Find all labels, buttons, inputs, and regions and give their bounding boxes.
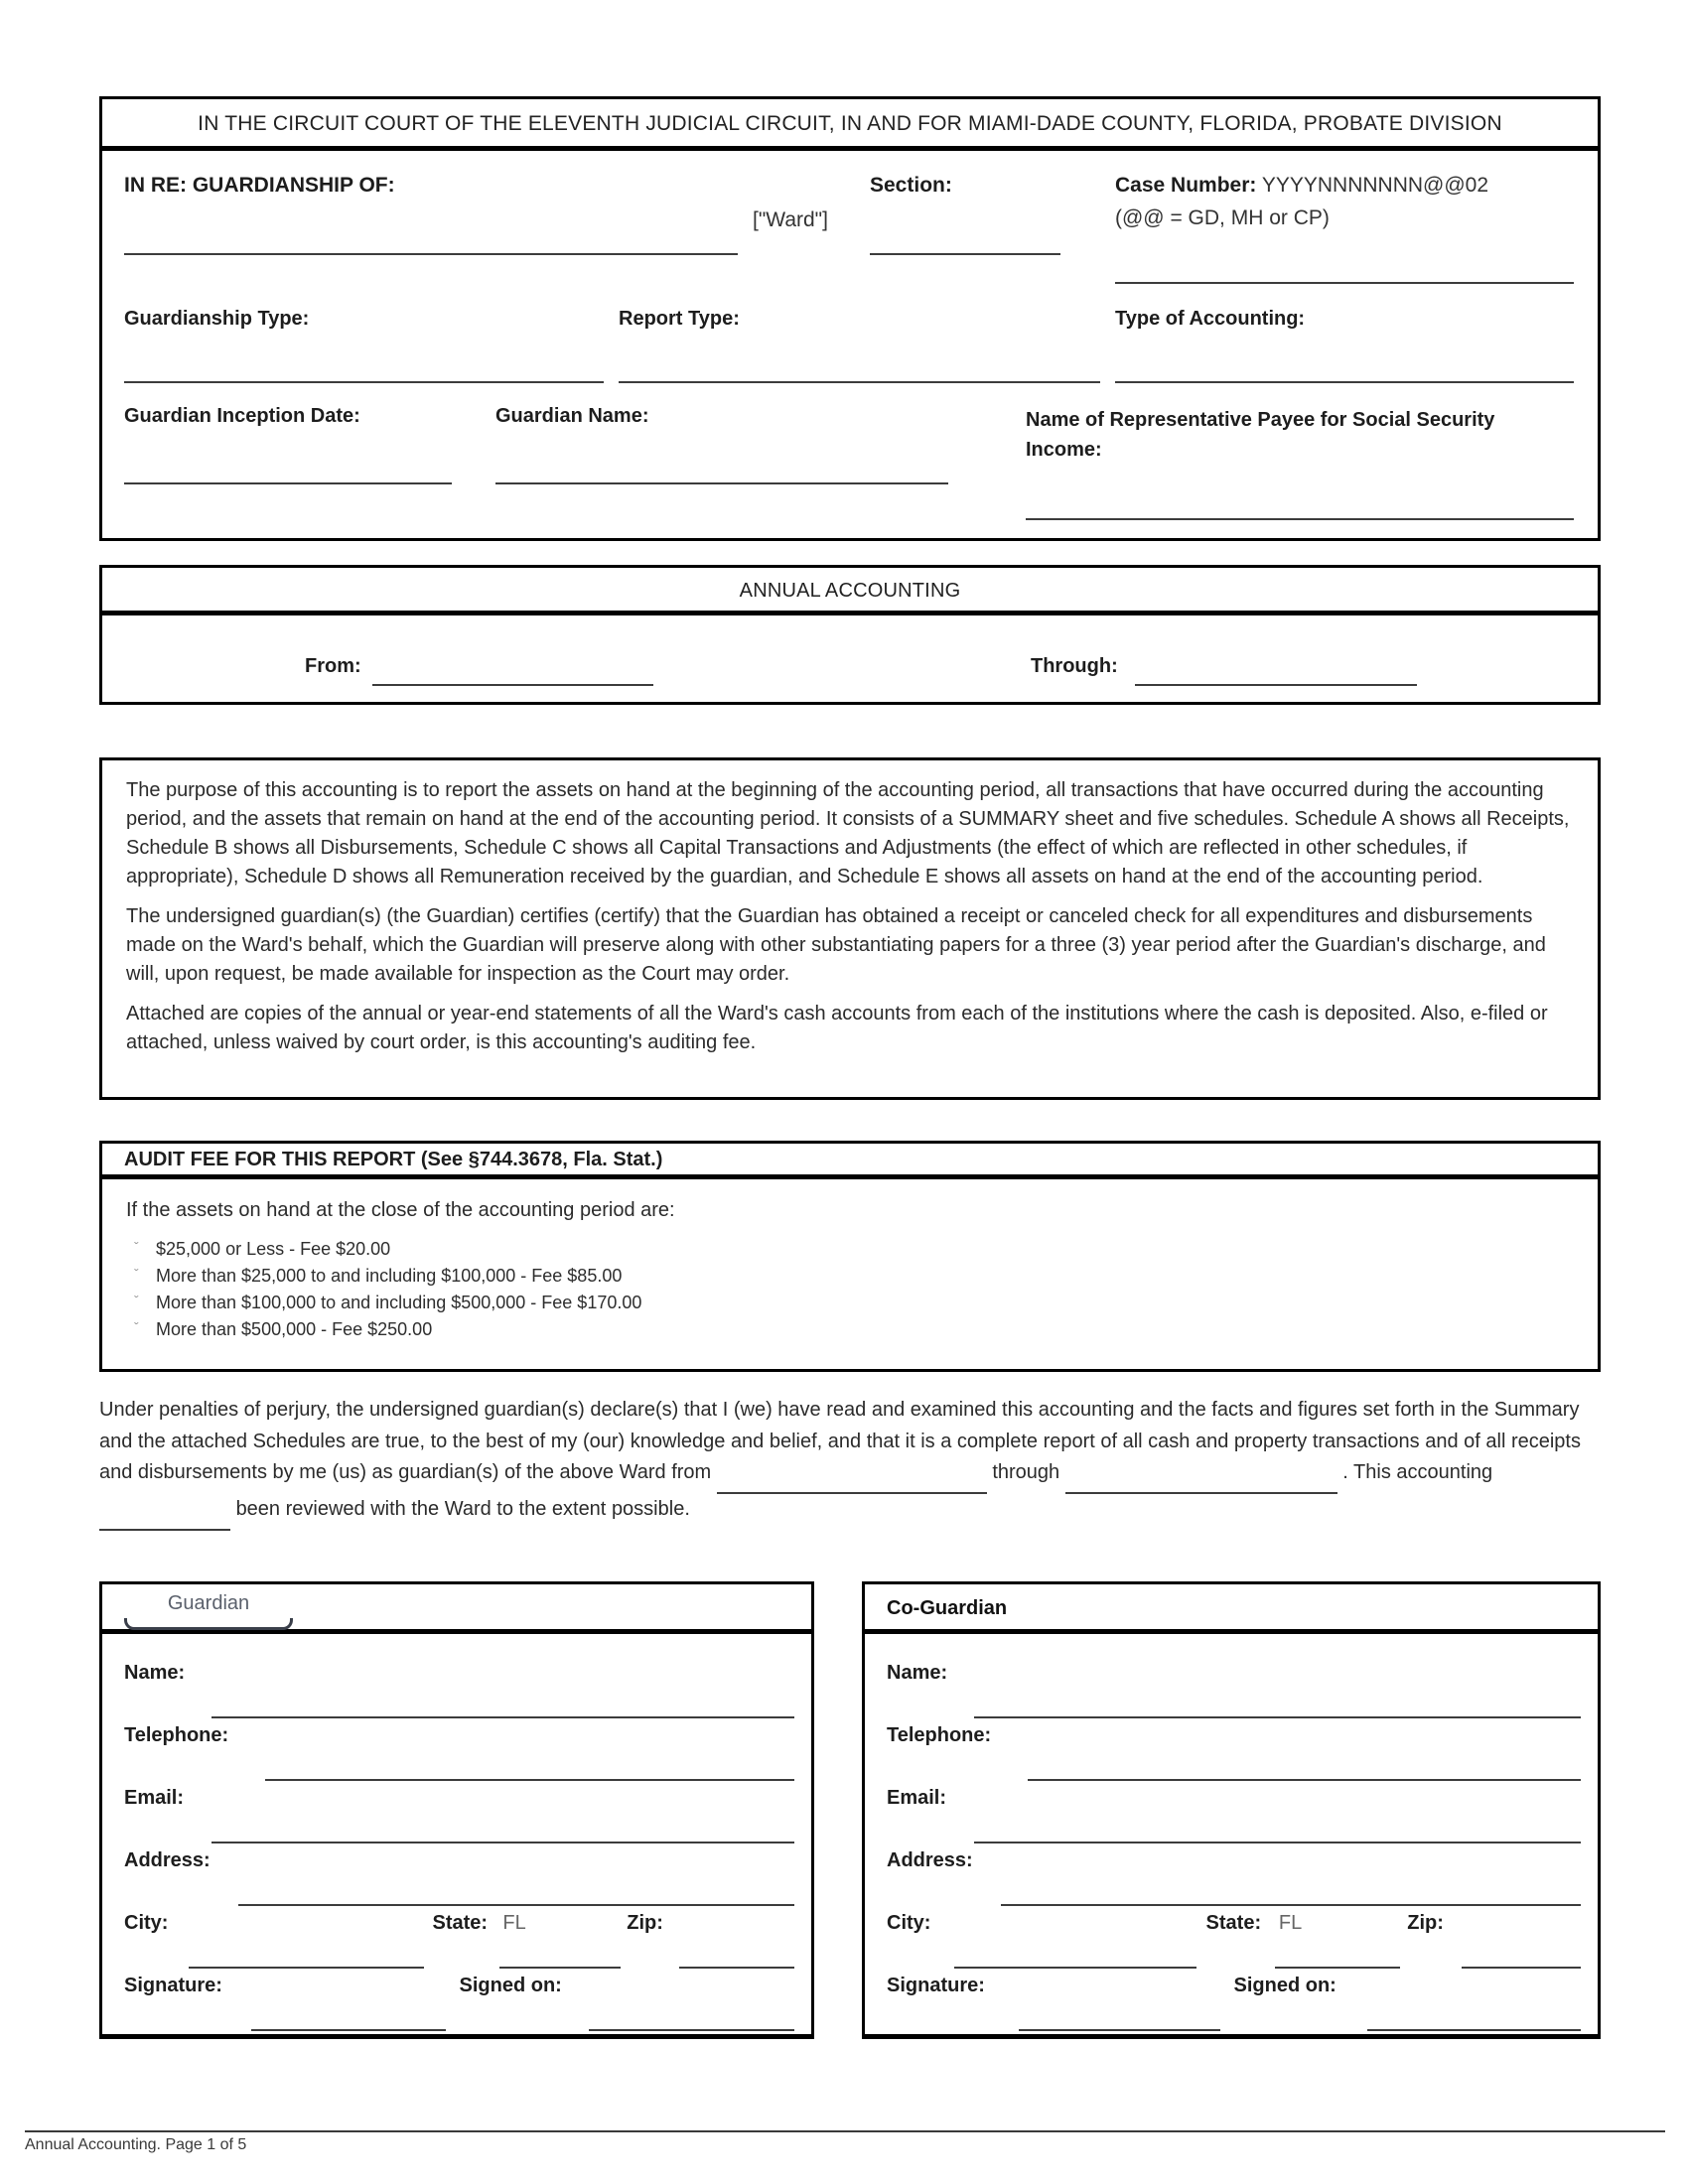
case-caption-box [99,96,1601,541]
guardian-name-input[interactable] [211,1716,794,1718]
case-number-row [1115,174,1488,198]
purpose-paragraph-1: The purpose of this accounting is to report the assets on hand at the beginning of the accounting period, all transactions that have occurred during the accounting period, and the assets that remain on hand at the end of the accounting period. It consists of a SUMMARY sheet and five schedules. Schedule A shows all Receipts, Schedule B shows all Disbursements, Schedule C shows all Capital Transactions and Adjustments (the effect of which are reflected in other schedules, if appropriate), Schedule D shows all Remuneration received by the guardian, and Schedule E shows all assets on hand at the end of the accounting period. [126,779,1570,887]
declaration-after-text: been reviewed with the Ward to the extent [235,1498,607,1520]
co-guardian-address-input[interactable] [1001,1904,1581,1906]
from-label: From: [305,655,361,677]
declaration-text: Under penalties of perjury, the undersigned guardian(s) declare(s) that I (we) have read and examined this accounting and the facts and figures set forth in the Summary and the attached Schedules are true, to the best of my (our) knowledge and belief, and that it is a complete report of all cash and property transactions and of all receipts and disbursements by me (us) as guardian(s) of the above Ward from [99,1399,1581,1483]
email-label: Email: [887,1787,947,1809]
through-date-field[interactable] [1135,684,1417,686]
section-field[interactable] [870,253,1060,255]
rep-payee-field[interactable] [1026,518,1574,520]
ward-name-field[interactable] [124,253,738,255]
signature-label: Signature: [124,1975,222,1996]
audit-fee-intro: If the assets on hand at the close of the accounting period are: [126,1199,675,1221]
name-label: Name: [124,1662,186,1684]
footer-page-label: Annual Accounting. Page 1 of 5 [25,2136,247,2153]
guardian-name-field[interactable] [495,482,948,484]
city-label: City: [124,1912,169,1934]
type-of-accounting-label: Type of Accounting: [1115,308,1306,330]
guardian-telephone-input[interactable] [265,1779,794,1781]
guardian-signed-on-input[interactable] [589,2029,794,2031]
zip-label: Zip: [627,1912,663,1934]
report-type-label: Report Type: [619,308,740,330]
tick-bullet-icon: ˇ [134,1266,139,1282]
declaration-through-date-field[interactable] [1065,1460,1337,1494]
guardian-tab[interactable] [124,1592,293,1628]
state-value: FL [1278,1912,1303,1934]
guardian-title: Guardian [167,1592,250,1614]
co-guardian-signed-on-input[interactable] [1367,2029,1581,2031]
co-guardian-email-input[interactable] [974,1842,1581,1843]
guardian-signature-input[interactable] [251,2029,446,2031]
guardian-inception-date-field[interactable] [124,482,452,484]
audit-fee-list [126,1236,1574,1343]
email-label: Email: [124,1787,185,1809]
perjury-declaration [99,1395,1601,1531]
purpose-paragraph-3: Attached are copies of the annual or year-end statements of all the Ward's cash accounts from each of the institutions where the cash is deposited. Also, e-filed or attached, unless waived by court order, is this accounting's auditing fee. [126,1003,1548,1053]
case-number-format: YYYYNNNNNNN@@02 [1261,174,1489,197]
guardian-city-input[interactable] [189,1967,423,1969]
in-re-guardianship-label: IN RE: GUARDIANSHIP OF: [124,174,395,197]
name-label: Name: [887,1662,948,1684]
co-guardian-zip-input[interactable] [1462,1967,1581,1969]
state-label: State: [432,1912,489,1934]
city-label: City: [887,1912,931,1934]
co-guardian-box [862,1581,1601,2039]
guardianship-type-label: Guardianship Type: [124,308,310,330]
tick-bullet-icon: ˇ [134,1319,139,1335]
declaration-mid-text: . This accounting [1342,1461,1493,1483]
co-guardian-city-input[interactable] [954,1967,1197,1969]
report-type-field[interactable] [619,381,1100,383]
signed-on-label: Signed on: [1233,1975,1336,1996]
guardian-email-input[interactable] [211,1842,794,1843]
tick-bullet-icon: ˇ [134,1293,139,1308]
tab-underline-curve [124,1618,293,1630]
address-label: Address: [124,1849,211,1871]
telephone-label: Telephone: [124,1724,229,1746]
case-number-label: Case Number: [1115,174,1257,197]
audit-fee-item: ˇ More than $100,000 to and including $500,000 - Fee $170.00 [126,1290,1574,1316]
address-label: Address: [887,1849,973,1871]
court-title: IN THE CIRCUIT COURT OF THE ELEVENTH JUDICIAL CIRCUIT, IN AND FOR MIAMI-DADE COUNTY, FLORIDA, PROBATE DIVISION [102,99,1598,151]
guardianship-type-field[interactable] [124,381,604,383]
state-label: State: [1205,1912,1262,1934]
guardian-box [99,1581,814,2039]
section-label: Section: [870,174,952,197]
co-guardian-name-input[interactable] [974,1716,1581,1718]
tick-bullet-icon: ˇ [134,1239,139,1255]
state-value: FL [502,1912,526,1934]
co-guardian-title: Co-Guardian [887,1597,1008,1619]
audit-fee-item: ˇ More than $25,000 to and including $100,000 - Fee $85.00 [126,1263,1574,1290]
audit-fee-item: ˇ More than $500,000 - Fee $250.00 [126,1316,1574,1343]
co-guardian-signature-input[interactable] [1019,2029,1220,2031]
annual-accounting-title: ANNUAL ACCOUNTING [102,568,1598,615]
telephone-label: Telephone: [887,1724,992,1746]
through-label: Through: [1031,655,1118,677]
guardian-zip-input[interactable] [679,1967,794,1969]
audit-fee-item: ˇ $25,000 or Less - Fee $20.00 [126,1236,1574,1263]
guardian-state-input[interactable] [499,1967,621,1969]
declaration-tail-text: possible. [611,1498,690,1520]
audit-fee-title: AUDIT FEE FOR THIS REPORT (See §744.3678, Fla. Stat.) [102,1144,1598,1179]
type-of-accounting-field[interactable] [1115,381,1574,383]
from-date-field[interactable] [372,684,653,686]
guardian-name-label: Guardian Name: [495,405,649,427]
signature-label: Signature: [887,1975,985,1996]
case-number-field[interactable] [1115,282,1574,284]
purpose-box [99,757,1601,1100]
ward-label: ["Ward"] [753,208,828,231]
audit-fee-box [99,1141,1601,1372]
case-number-note: (@@ = GD, MH or CP) [1115,206,1330,229]
declaration-has-field[interactable] [99,1497,230,1531]
footer-divider [25,2130,1665,2132]
signed-on-label: Signed on: [459,1975,562,1996]
annual-accounting-box [99,565,1601,705]
zip-label: Zip: [1407,1912,1444,1934]
guardian-address-input[interactable] [238,1904,794,1906]
co-guardian-telephone-input[interactable] [1028,1779,1581,1781]
declaration-from-date-field[interactable] [717,1460,987,1494]
declaration-through-word: through [992,1461,1060,1483]
purpose-paragraph-2: The undersigned guardian(s) (the Guardian) certifies (certify) that the Guardian has obtained a receipt or canceled check for all expenditures and disbursements made on the Ward's behalf, which the Guardian will preserve along with other substantiating papers for a three (3) year period after the Guardian's discharge, and will, upon request, be made available for inspection as the Court may order. [126,905,1546,985]
co-guardian-state-input[interactable] [1275,1967,1400,1969]
rep-payee-label: Name of Representative Payee for Social Security Income: [1026,409,1495,461]
guardian-inception-date-label: Guardian Inception Date: [124,405,360,427]
